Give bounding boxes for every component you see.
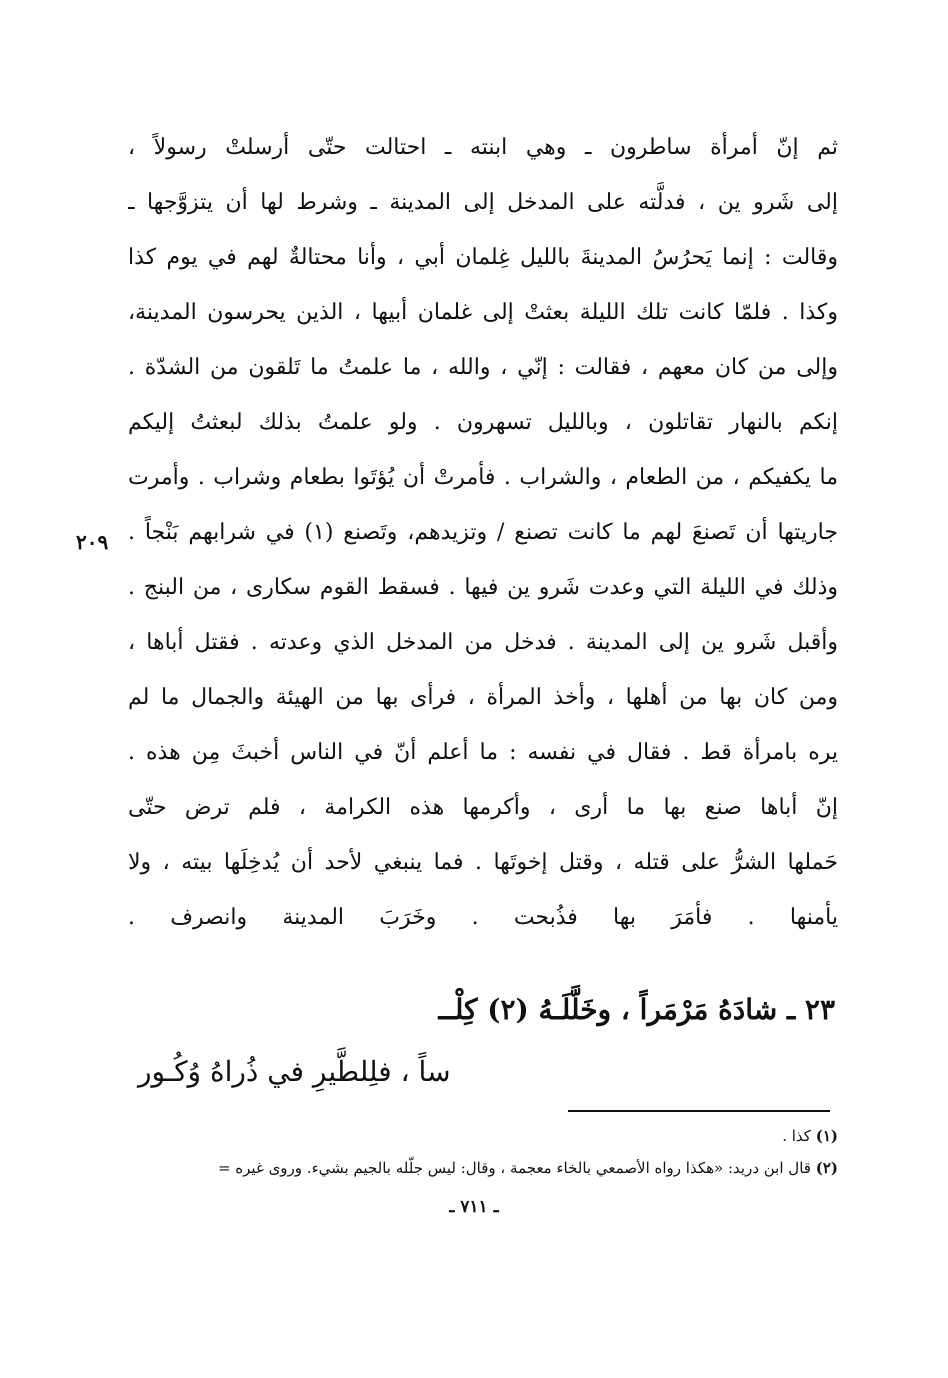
text-line: حَملها الشرُّ على قتله ، وقتل إخوتَها . فما ينبغي لأحد أن يُدخِلَها بيته ، ولا <box>128 850 838 875</box>
footnote-number: (٢) <box>815 1159 838 1177</box>
page-number: ـ ٧١١ ـ <box>449 1197 499 1217</box>
footnote <box>128 1152 838 1184</box>
margin-page-reference: ٢٠٩ <box>76 530 109 554</box>
verse-line-2 <box>130 1048 843 1096</box>
footnote-text: كذا . <box>782 1127 811 1145</box>
footnote-number: (١) <box>815 1127 838 1145</box>
body-text <box>128 120 838 945</box>
text-line: ما يكفيكم ، من الطعام ، والشراب . فأمرتْ أن يُؤتَوا بطعام وشراب . وأمرت <box>128 465 838 490</box>
text-line: وأقبل شَرو ين إلى المدينة . فدخل من المدخل الذي وعدته . فقتل أباها ، <box>128 630 838 655</box>
text-line: ثم إنّ أمرأة ساطرون ـ وهي ابنته ـ احتالت حتّى أرسلتْ رسولاً ، <box>128 135 838 160</box>
verse-line-1 <box>130 988 835 1032</box>
footnote-text: قال ابن دريد: «هكذا رواه الأصمعي بالخاء معجمة ، وقال: ليس جلّله بالجيم بشيء. وروى غيره = <box>217 1159 811 1177</box>
verse-hemistich-2: ساً ، فلِلطَّيرِ في ذُراهُ وُكُـور <box>138 1055 451 1088</box>
text-line: يأمنها . فأمَرَ بها فذُبحت . وخَرَبَ المدينة وانصرف . <box>128 905 838 930</box>
text-line: وكذا . فلمّا كانت تلك الليلة بعثتْ إلى غلمان أبيها ، الذين يحرسون المدينة، <box>128 300 838 325</box>
text-line: إلى شَرو ين ، فدلَّته على المدخل إلى المدينة ـ وشرط لها أن يتزوَّجها ـ <box>128 190 838 215</box>
footnote <box>128 1120 838 1152</box>
text-line: جاريتها أن تَصنعَ لهم ما كانت تصنع / وتزيدهم، وتَصنع (١) في شرابهم بَنْجاً . <box>128 520 838 545</box>
text-line: يره بامرأة قط . فقال في نفسه : ما أعلم أنّ في الناس أخبثَ مِن هذه . <box>128 740 838 765</box>
text-line: وإلى من كان معهم ، فقالت : إنّي ، والله ، ما علمتُ ما تَلقون من الشدّة . <box>128 355 838 380</box>
text-line: وذلك في الليلة التي وعدت شَرو ين فيها . فسقط القوم سكارى ، من البنج . <box>128 575 838 600</box>
text-line: إنّ أباها صنع بها ما أرى ، وأكرمها هذه الكرامة ، فلم ترض حتّى <box>128 795 838 820</box>
footnote-divider <box>568 1110 830 1112</box>
verse-hemistich-1: ـ شادَهُ مَرْمَراً ، وخَلَّلَـهُ (٢) كِلْــ <box>438 993 796 1026</box>
footnotes <box>128 1120 838 1184</box>
verse-number: ٢٣ <box>804 993 835 1026</box>
text-line: وقالت : إنما يَحرُسُ المدينةَ بالليل غِلمان أبي ، وأنا محتالةٌ لهم في يوم كذا <box>128 245 838 270</box>
text-line: إنكم بالنهار تقاتلون ، وبالليل تسهرون . ولو علمتُ بذلك لبعثتُ إليكم <box>128 410 838 435</box>
text-line: ومن كان بها من أهلها ، وأخذ المرأة ، فرأى بها من الهيئة والجمال ما لم <box>128 685 838 710</box>
